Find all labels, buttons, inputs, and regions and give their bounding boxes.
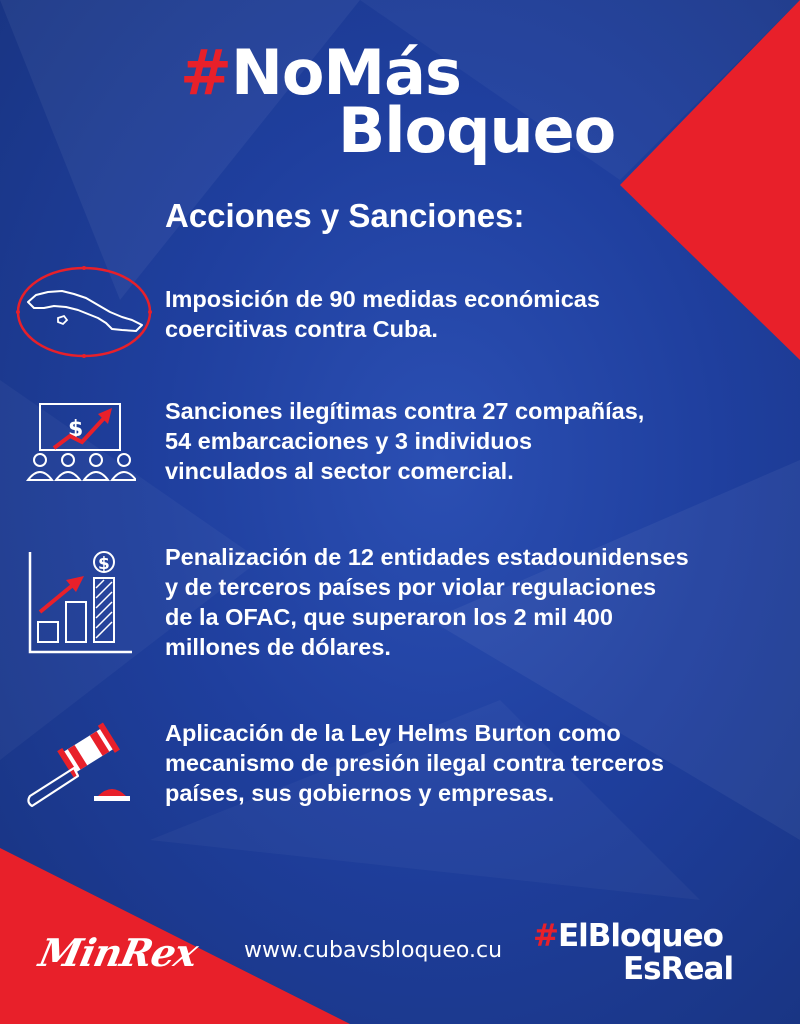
item-text-3: Penalización de 12 entidades estadounidenses y de terceros países por violar regulaciones de la OFAC, que superaron los 2 mil 400 millones de dólares. (165, 544, 689, 660)
svg-text:$: $ (98, 554, 110, 574)
header-hashtag (180, 36, 616, 167)
cuba-map-icon (14, 262, 154, 362)
hashtag-line-2: Bloqueo (338, 94, 616, 167)
item-text-1: Imposición de 90 medidas económicas coercitivas contra Cuba. (165, 286, 600, 342)
footer-hashtag (533, 920, 733, 986)
item-text-4: Aplicación de la Ley Helms Burton como mecanismo de presión ilegal contra terceros países, sus gobiernos y empresas. (165, 720, 664, 806)
hash-symbol: # (180, 36, 231, 109)
presentation-chart-icon (26, 400, 136, 488)
section-title: Acciones y Sanciones: (165, 197, 525, 234)
minrex-logo: MinRex (35, 930, 202, 975)
footer-hashtag-line-2: EsReal (623, 951, 734, 987)
bar-chart-dollar-icon (26, 548, 136, 658)
website-url[interactable]: www.cubavsbloqueo.cu (244, 938, 503, 963)
footer-hash-symbol: # (533, 918, 558, 954)
footer-hashtag-line-1: #ElBloqueo (533, 918, 723, 954)
gavel-icon (22, 716, 142, 812)
svg-text:$: $ (68, 417, 84, 442)
item-text-2: Sanciones ilegítimas contra 27 compañías, 54 embarcaciones y 3 individuos vinculados al sector comercial. (165, 398, 645, 484)
hashtag-line-1: #NoMás (180, 36, 461, 109)
